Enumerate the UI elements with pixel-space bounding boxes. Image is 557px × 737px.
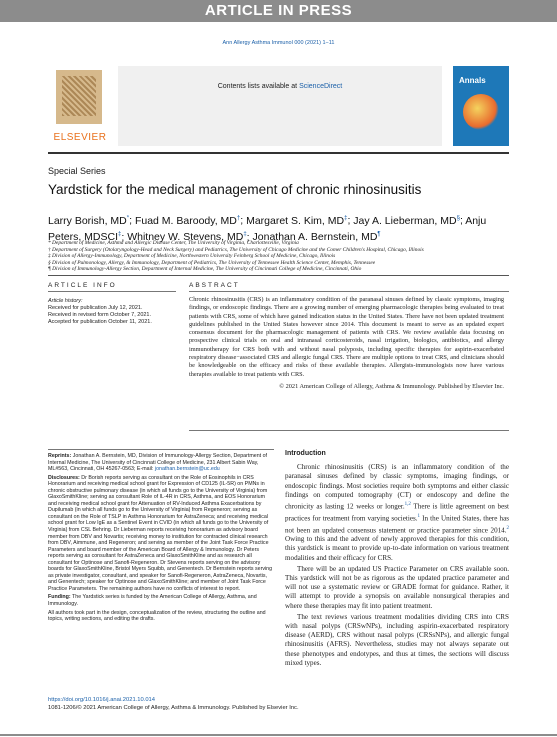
issn-line: 1081-1206/© 2021 American College of Allergy, Asthma & Immunology. Published by Elsevier Inc. [48, 705, 299, 711]
article-series: Special Series [48, 166, 106, 176]
received-date: Received for publication July 12, 2021. [48, 305, 143, 311]
accepted-date: Accepted for publication October 11, 2021. [48, 319, 152, 325]
journal-header [48, 66, 509, 149]
journal-citation[interactable] [0, 40, 557, 46]
author-list: Larry Borish, MD*; Fuad M. Baroody, MD†; Margaret S. Kim, MD‡; Jay A. Lieberman, MD§; Anju Peters, MDSCI‡; Whitney W. Stevens, MD‡; Jonathan A. Bernstein, MD¶ [48, 214, 487, 243]
bottom-rule [0, 734, 557, 736]
funding-note: Funding: The Yardstick series is funded by the American College of Allergy, Asthma, and Immunology. [48, 594, 257, 608]
intro-paragraph: There will be an updated US Practice Parameter on CRS available soon. This yardstick will not be as rigorous as the updated practice parameter and will not use a systematic review or GRADE format for guidance. Rather, it will attempt to provide a synopsis on available nonsurgical therapies and where these therapies may fit into patient treatment. [285, 564, 509, 610]
author-email-link[interactable]: jonathan.bernstein@uc.edu [154, 466, 220, 473]
history-label: Article history: [48, 298, 83, 304]
journal-masthead [118, 66, 442, 146]
author[interactable]: Jay A. Lieberman, MD§ [353, 214, 460, 227]
introduction-section [285, 450, 509, 670]
author[interactable]: Jonathan A. Bernstein, MD¶ [252, 231, 381, 243]
affiliation: * Department of Medicine, Asthma and Allergic Disease Center, The University of Virginia, Charlottesville, Virginia [48, 240, 299, 246]
cover-art-icon [463, 94, 499, 130]
revised-date: Received in revised form October 7, 2021. [48, 312, 152, 318]
article-info-rule [48, 291, 176, 292]
header-rule [48, 152, 509, 154]
intro-paragraph: The text reviews various treatment modalities dividing CRS into CRS with nasal polyps (CRSwNPs), including aspirin-exacerbated respiratory disease (AERD), CRS without nasal polyps (CRSsNPs), and allergic fungal rhinosinusitis (AFRS). Nevertheless, studies may not always separate out these phenotypes and endotypes, and thus at times, the sections will discuss mixed types. [285, 612, 509, 668]
reference-link[interactable]: 2 [506, 525, 509, 531]
author[interactable]: Larry Borish, MD* [48, 214, 130, 227]
doi-link[interactable]: https://doi.org/10.1016/j.anai.2021.10.014 [48, 697, 156, 703]
affiliation-rule [48, 275, 509, 276]
cover-title: Annals [459, 76, 486, 85]
publisher-name: ELSEVIER [53, 132, 107, 143]
affiliation: ¶ Division of Immunology-Allergy Section, Department of Internal Medicine, The University of Cincinnati College of Medicine, Cincinnati, Ohio [48, 266, 362, 273]
elsevier-tree-icon [56, 70, 102, 124]
article-in-press-banner: ARTICLE IN PRESS [0, 0, 557, 22]
abstract-bottom-rule [189, 430, 509, 431]
abstract-rule [189, 291, 509, 292]
affiliation: ‡ Division of Allergy-Immunology, Department of Medicine, Northwestern University Feinberg School of Medicine, Chicago, Illinois [48, 253, 336, 260]
article-history [48, 298, 168, 326]
intro-paragraph: Chronic rhinosinusitis (CRS) is an inflammatory condition of the paranasal sinuses defined by classic symptoms, imaging findings, or endoscopic findings. Most societies require both symptoms and either classic findings on computed tomography (CT) or endoscopy and define the chronicity as lasting 12 weeks or longer.$^{1,2}$ There is little agreement on best practices for treatment from varying societies.$^1$ In the United States, there has not been an updated consensus statement or practice parameter since 2014.$^2$ Owing to this and the advent of newly approved therapies for this condition, this yardstick is meant to provide up-to-date information on various treatment modalities and their efficacy for CRS. [285, 463, 509, 562]
contributions-note: All authors took part in the design, conceptualization of the review, structuring the outline and topics, writing sections, and editing the drafts. [48, 609, 266, 623]
disclosures-note: Disclosures: Dr Borish reports serving as consultant on the Role of Eosinophils in CRS Honorarium and receiving medical school grant for Expression of CD125 (IL-5R) on PMNs in chronic obstructive pulmonary disease (in which all funds go to the University of Virginia) from GlaxoSmithKline; serving as consultant Role of IL-4R in CRS, Asthma, and EOS Honorarium and receiving medical school grant for Attenuation of RV-Induced Asthma Exacerbations by Dupilumab (in which all funds go to the University of Virginia) from Regeneron; serving as consultant on the Role of TSLP in Asthma Honorarium for AstraZeneca; and receiving medical school grant for Low IgE as a Sentinel Event in CVID (in which all funds go to the University of Virginia) from CSL Behring. Dr Lieberman reports receiving honorarium as advisory board member from DBV and Novartis; receiving money to institution for contracted clinical research from DBV, Aimmune, and Regeneron; and serving as member of the Joint Task Force Practice Parameters and board member of the American Board of Allergy & Immunology. Dr Peters reports serving as consultant for AstraZeneca and GlaxoSmithKline and as research all consultant for Optinose and Sanofi-Regeneron. Dr Stevens reports serving on the advisory boards for GlaxoSmithKline, Bristol Myers Squibb, and Genentech. Dr Bernstein reports serving as private investigator, consultant, and speaker for Sanofi-Regeneron, AstraZeneca, Novartis, and Genentech; speaker for Optinose and GlaxoSmithKline; and member of Joint Task Force Practice Parameters. The remaining authors have no conflicts of interest to report. [48, 474, 273, 592]
abstract-heading: ABSTRACT [189, 282, 240, 289]
article-info-heading: ARTICLE INFO [48, 282, 117, 289]
affiliation: † Department of Surgery (Otolaryngology-Head and Neck Surgery) and Pediatrics, The University of Chicago Medicine and the Comer Children's Hospital, Chicago, Illinois [48, 246, 424, 253]
contents-text: Contents lists available at [217, 83, 300, 90]
affiliations [48, 240, 503, 273]
sciencedirect-link[interactable]: ScienceDirect [299, 83, 343, 90]
citation-link[interactable]: Ann Allergy Asthma Immunol 000 (2021) 1−11 [222, 40, 335, 46]
elsevier-logo[interactable] [48, 66, 110, 146]
contents-available-line [118, 83, 442, 90]
author[interactable]: Whitney W. Stevens, MD‡ [127, 231, 247, 243]
introduction-heading: Introduction [285, 450, 326, 457]
abstract-text: Chronic rhinosinusitis (CRS) is an inflammatory condition of the paranasal sinuses defined by classic symptoms, imaging findings, or endoscopic findings. There are a growing number of emerging pharmacologic therapies being evaluated to treat patients with CRS, some of which have gained indication status in the United States. There have not been updated treatment guidelines published in the United States however since 2014. This document is meant to serve as an updated expert consensus document for the pharmacologic management of patients with CRS. We review available data focusing on prospective clinical trials on oral and intranasal corticosteroids, nasal irrigation, biologics, antibiotics, and allergy immunotherapy for CRS both with and without nasal polyposis, including specific therapies for aspirin-exacerbated respiratory disease−associated CRS and allergic fungal CRS. There are multiple options to treat CRS, and clinicians should be knowledgeable on the efficacy and risks of these available therapies. Allergists-immunologists now have various therapies available to treat patients with CRS. [189, 296, 504, 378]
author[interactable]: Fuad M. Baroody, MD† [134, 214, 241, 227]
abstract-copyright: © 2021 American College of Allergy, Asthma & Immunology. Published by Elsevier Inc. [279, 382, 504, 390]
abstract-body [189, 296, 504, 391]
reprints-note: Reprints: Jonathan A. Bernstein, MD, Division of Immunology-Allergy Section, Department of Internal Medicine, The University of Cincinnati College of Medicine, 231 Albert Sabin Way, ML#563, Cincinnati, OH 45267-0563; E-mail: jonathan.bernstein@uc.edu [48, 453, 268, 473]
footnotes [48, 449, 274, 625]
reference-link[interactable]: 1,2 [404, 502, 411, 508]
reference-link[interactable]: 1 [417, 513, 421, 519]
affiliation: § Division of Pulmonology, Allergy, & Immunology, Department of Pediatrics, The University of Tennessee Health Science Center, Memphis, Tennessee [48, 259, 376, 266]
journal-cover-thumbnail[interactable] [453, 66, 509, 146]
author[interactable]: Margaret S. Kim, MD‡ [246, 214, 348, 227]
author[interactable]: Anju Peters, MDSCI‡ [48, 214, 487, 243]
article-title: Yardstick for the medical management of chronic rhinosinusitis [48, 182, 422, 197]
